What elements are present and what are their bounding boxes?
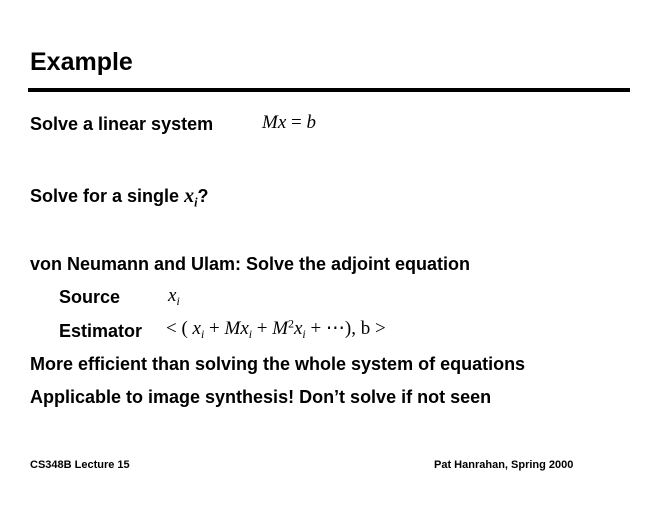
eq-M: M (262, 112, 278, 133)
eq-equals: = (291, 112, 302, 133)
source-label: Source (59, 287, 121, 307)
est-plus1: + (209, 318, 220, 339)
xi-x: x (184, 185, 195, 207)
text-von-neumann-ulam: von Neumann and Ulam: Solve the adjoint equation (30, 254, 471, 274)
xi-variable (184, 185, 198, 210)
title-divider (28, 88, 630, 92)
est-sub1: i (200, 328, 205, 342)
est-x3: x (293, 318, 303, 339)
text-solve-single-xi (30, 184, 209, 208)
est-open: < ( (166, 318, 188, 339)
slide-title: Example (30, 48, 133, 76)
estimator-label: Estimator (59, 321, 143, 341)
estimator-math (166, 317, 386, 341)
text-image-synthesis: Applicable to image synthesis! Don’t solve if not seen (30, 387, 492, 407)
source-x: x (168, 285, 177, 306)
est-pow: 2 (288, 317, 294, 331)
question-mark: ? (197, 186, 209, 206)
est-tail: + ⋯), b > (310, 318, 386, 339)
eq-x: x (277, 112, 287, 133)
text-solve-linear-system: Solve a linear system (30, 114, 214, 134)
est-sub3: i (302, 328, 306, 342)
solve-single-label: Solve for a single (30, 186, 180, 206)
source-sub: i (176, 295, 180, 309)
text-more-efficient: More efficient than solving the whole system of equations (30, 354, 526, 374)
est-x2: x (240, 318, 249, 339)
eq-b: b (306, 112, 316, 133)
xi-sub: i (194, 195, 198, 210)
est-M1: M (224, 318, 241, 339)
equation-mx-equals-b (262, 111, 316, 135)
est-x1: x (192, 318, 201, 339)
est-plus2: + (256, 318, 268, 339)
est-M2: M (272, 318, 289, 339)
source-math (168, 284, 180, 308)
footer-course: CS348B Lecture 15 (30, 459, 130, 471)
est-sub2: i (248, 328, 253, 342)
footer-author: Pat Hanrahan, Spring 2000 (434, 459, 574, 471)
